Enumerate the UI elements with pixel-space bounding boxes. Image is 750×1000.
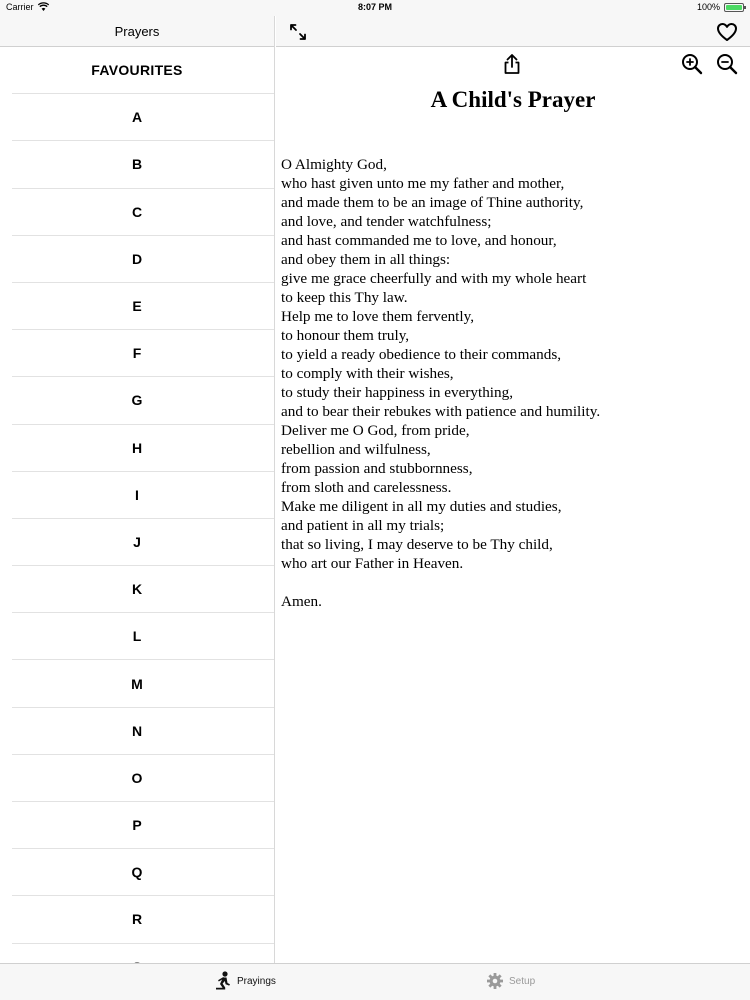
zoom-in-icon [681,53,703,75]
prayer-line: and hast commanded me to love, and honour, [281,232,557,249]
sidebar-item-label: J [133,533,141,550]
sidebar-item-p[interactable] [12,802,274,849]
prayer-line: from passion and stubbornness, [281,460,473,477]
sidebar-item-e[interactable] [12,283,274,330]
sidebar-item-b[interactable] [12,141,274,188]
sidebar-item-i[interactable] [12,472,274,519]
sidebar-item-d[interactable] [12,236,274,283]
status-battery [697,2,744,12]
share-icon [502,53,522,75]
sidebar-item-h[interactable] [12,425,274,472]
status-time: 8:07 PM [357,2,392,12]
prayer-closing: Amen. [281,593,322,610]
sidebar-item-n[interactable] [12,708,274,755]
sidebar-header [0,16,274,47]
expand-button[interactable] [288,22,308,42]
carrier-label: Carrier [6,2,34,12]
sidebar-item-label: N [131,722,143,739]
sidebar-list [0,47,274,991]
sidebar-item-m[interactable] [12,660,274,707]
tab-setup[interactable] [486,971,535,991]
sidebar-item-l[interactable] [12,613,274,660]
prayer-line: Deliver me O God, from pride, [281,422,470,439]
tab-prayings[interactable] [214,971,276,991]
expand-arrows-icon [288,22,308,42]
prayer-line: and obey them in all things: [281,251,451,268]
sidebar-item-label: FAVOURITES [91,62,183,79]
sidebar-item-label: R [131,911,143,928]
sidebar-item-a[interactable] [12,94,274,141]
prayer-line: that so living, I may deserve to be Thy child, [281,536,553,553]
prayer-line: to honour them truly, [281,327,410,344]
tab-setup-label: Setup [509,975,536,987]
prayer-line: who hast given unto me my father and mother, [281,175,565,192]
share-button[interactable] [502,53,522,75]
sidebar-item-r[interactable] [12,896,274,943]
sidebar-item-label: F [132,345,142,362]
sidebar-item-o[interactable] [12,755,274,802]
sidebar-item-label: E [132,298,142,315]
battery-fill [726,5,742,10]
sidebar-item-label: K [131,581,143,598]
prayer-text [281,155,746,611]
zoom-out-button[interactable] [716,53,738,75]
sidebar-item-label: B [131,156,143,173]
prayer-line: and love, and tender watchfulness; [281,213,492,230]
prayer-line: Make me diligent in all my duties and studies, [281,498,562,515]
sidebar-item-f[interactable] [12,330,274,377]
prayer-line: and patient in all my trials; [281,517,445,534]
prayer-line: rebellion and wilfulness, [281,441,431,458]
sidebar-item-label: A [131,109,143,126]
tab-bar [0,963,750,1000]
sidebar-item-label: H [131,439,143,456]
prayer-line: Help me to love them fervently, [281,308,475,325]
gear-icon [486,971,504,991]
zoom-in-button[interactable] [681,53,703,75]
sidebar-item-label: G [131,392,143,409]
prayer-line: and made them to be an image of Thine authority, [281,194,584,211]
prayer-line: from sloth and carelessness. [281,479,452,496]
prayer-line: to keep this Thy law. [281,289,408,306]
status-bar [0,0,750,16]
sidebar-item-label: L [132,628,142,645]
sidebar-item-label: M [131,675,143,692]
prayer-line: and to bear their rebukes with patience and humility. [281,403,601,420]
heart-icon [716,21,738,43]
sidebar-item-label: O [131,769,143,786]
battery-icon [724,3,744,12]
sidebar-item-j[interactable] [12,519,274,566]
prayer-title: A Child's Prayer [430,87,596,112]
sidebar-title: Prayers [114,23,160,39]
sidebar [0,16,275,963]
prayer-detail [276,47,750,963]
sidebar-item-label: I [135,486,139,503]
sidebar-item-label: P [132,817,142,834]
prayer-line: to comply with their wishes, [281,365,454,382]
prayer-line: who art our Father in Heaven. [281,555,464,572]
tab-prayings-label: Prayings [237,975,276,987]
prayer-line: O Almighty God, [281,156,387,173]
favourite-button[interactable] [716,21,738,43]
detail-navbar [276,16,750,47]
prayer-line: to study their happiness in everything, [281,384,513,401]
sidebar-item-c[interactable] [12,189,274,236]
sidebar-item-favourites[interactable] [12,47,274,94]
kneeling-person-icon [214,971,232,991]
prayer-line: give me grace cheerfully and with my whole heart [281,270,587,287]
battery-percent: 100% [696,2,720,12]
prayer-line: to yield a ready obedience to their commands, [281,346,562,363]
zoom-out-icon [716,53,738,75]
sidebar-item-label: D [131,250,143,267]
sidebar-item-g[interactable] [12,377,274,424]
sidebar-item-label: C [131,203,143,220]
sidebar-item-label: Q [131,864,143,881]
sidebar-item-k[interactable] [12,566,274,613]
sidebar-item-q[interactable] [12,849,274,896]
